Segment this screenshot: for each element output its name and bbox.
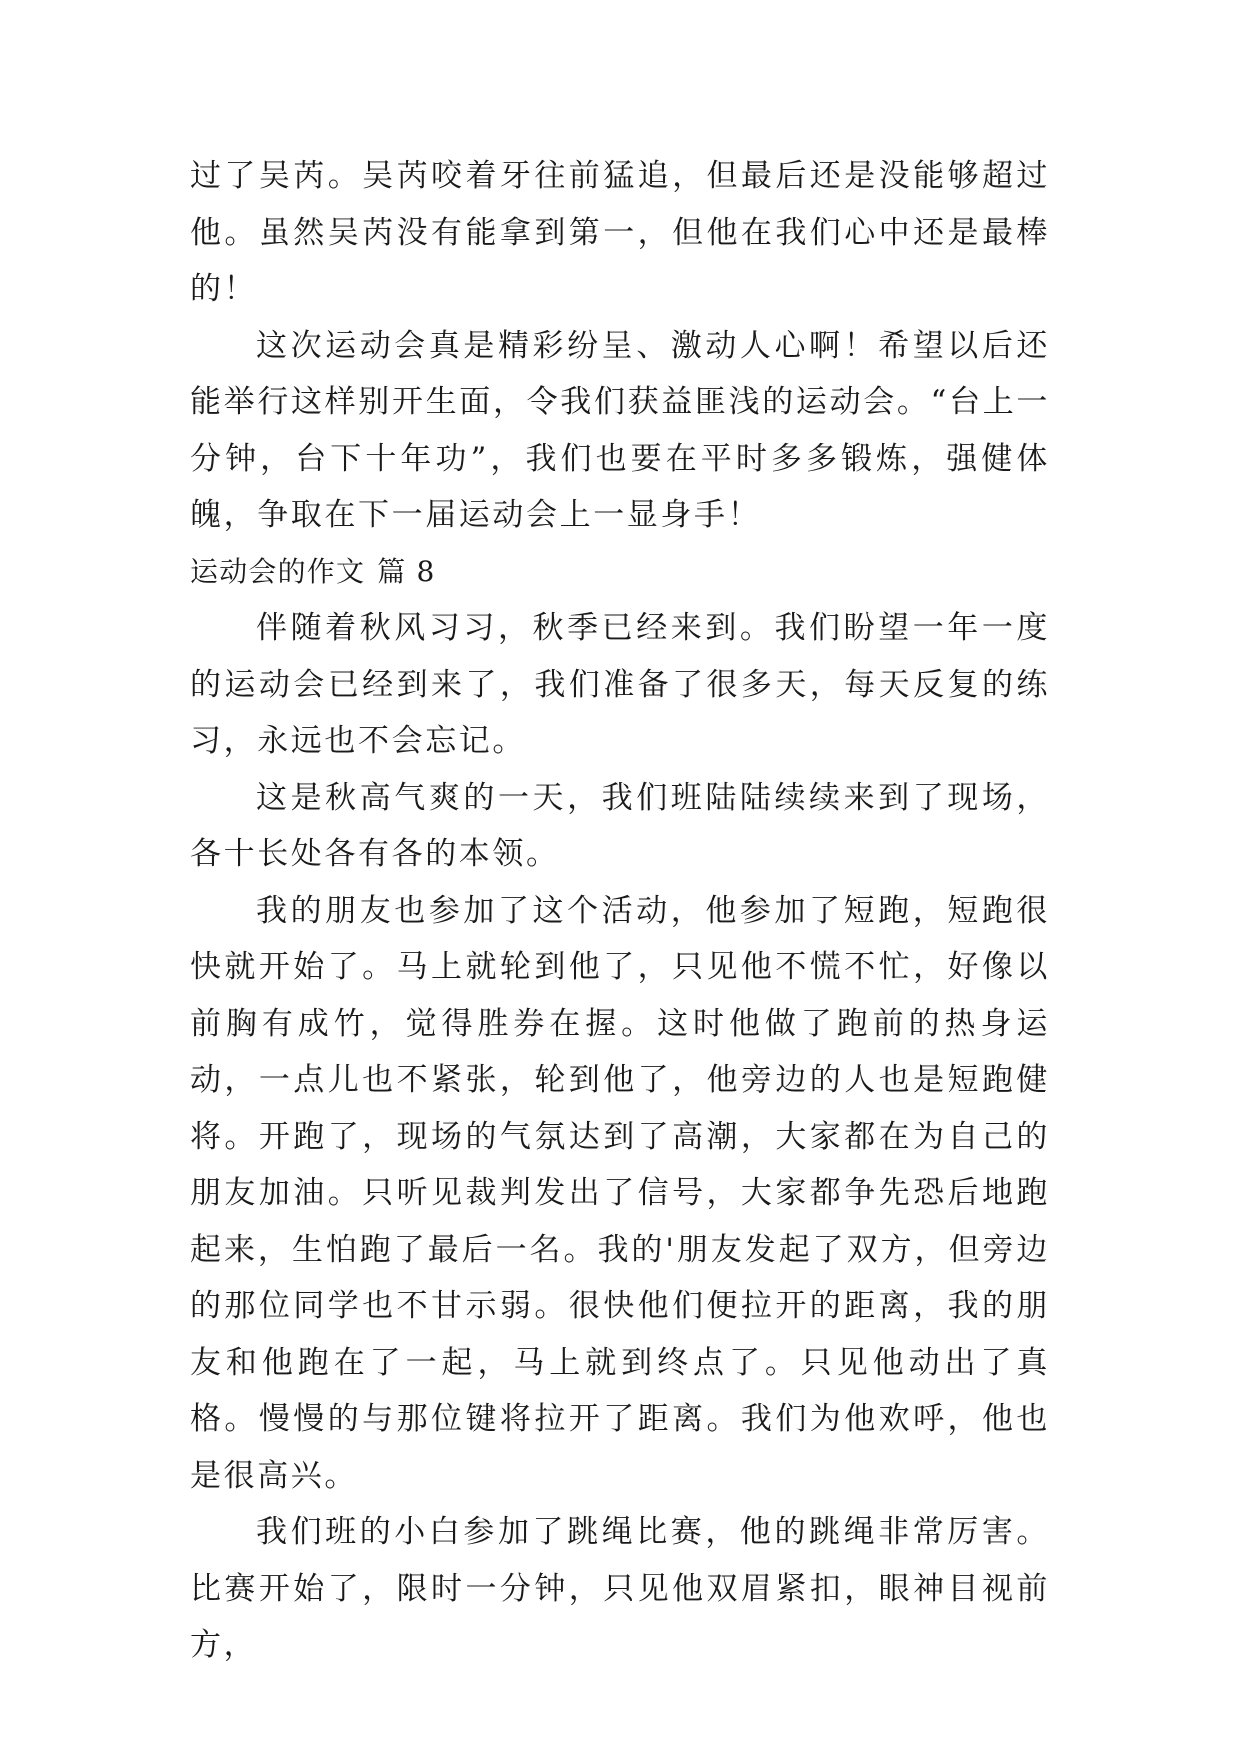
paragraph-6: 我们班的小白参加了跳绳比赛，他的跳绳非常厉害。比赛开始了，限时一分钟，只见他双眉紧扣，眼神目视前方， — [190, 1514, 1050, 1663]
paragraph-3: 伴随着秋风习习，秋季已经来到。我们盼望一年一度的运动会已经到来了，我们准备了很多天，每天反复的练习，永远也不会忘记。 — [190, 610, 1050, 759]
section-part-label: 篇 8 — [377, 554, 436, 588]
paragraph-5: 我的朋友也参加了这个活动，他参加了短跑，短跑很快就开始了。马上就轮到他了，只见他不慌不忙，好像以前胸有成竹，觉得胜券在握。这时他做了跑前的热身运动，一点儿也不紧张，轮到他了，他旁边的人也是短跑健将。开跑了，现场的气氛达到了高潮，大家都在为自己的朋友加油。只听见裁判发出了信号，大家都争先恐后地跑起来，生怕跑了最后一名。我的'朋友发起了双方，但旁边的那位同学也不甘示弱。很快他们便拉开的距离，我的朋友和他跑在了一起，马上就到终点了。只见他动出了真格。慢慢的与那位键将拉开了距离。我们为他欢呼，他也是很高兴。 — [190, 892, 1050, 1494]
paragraph-4: 这是秋高气爽的一天，我们班陆陆续续来到了现场，各十长处各有各的本领。 — [190, 779, 1050, 872]
paragraph-2: 这次运动会真是精彩纷呈、激动人心啊！希望以后还能举行这样别开生面，令我们获益匪浅的运动会。“台上一分钟，台下十年功”，我们也要在平时多多锻炼，强健体魄，争取在下一届运动会上一显身手！ — [190, 327, 1050, 533]
paragraph-1: 过了吴芮。吴芮咬着牙往前猛追，但最后还是没能够超过他。虽然吴芮没有能拿到第一，但他在我们心中还是最棒的！ — [190, 158, 1050, 307]
section-title: 运动会的作文 — [190, 554, 366, 588]
document-body — [190, 148, 1050, 1674]
section-heading — [190, 544, 1050, 601]
